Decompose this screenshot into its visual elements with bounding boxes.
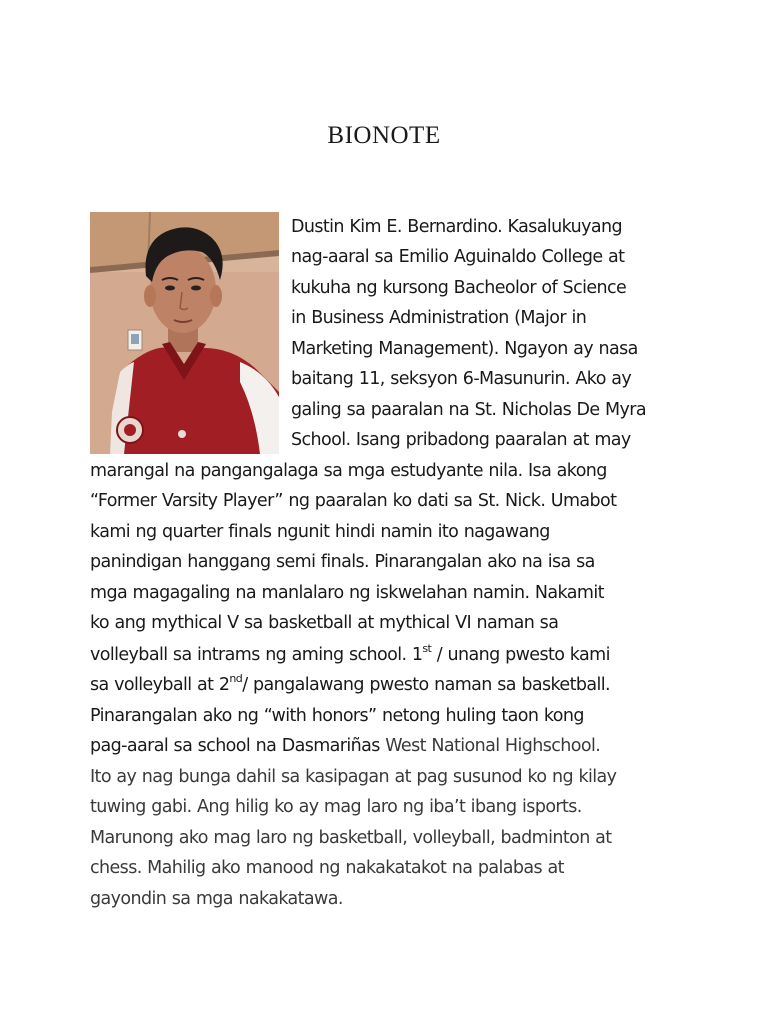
bio-line-20: tuwing gabi. Ang hilig ko ay mag laro ng iba’t ibang isports.: [90, 797, 582, 817]
bio-line-10: “Former Varsity Player” ng paaralan ko dati sa St. Nick. Umabot: [90, 491, 617, 511]
bio-line-16-b: / pangalawang pwesto naman sa basketball.: [242, 675, 610, 695]
ordinal-suffix-nd: nd: [229, 672, 243, 686]
bio-line-19: Ito ay nag bunga dahil sa kasipagan at pag susunod ko ng kilay: [90, 767, 617, 787]
bio-line-15: [90, 643, 610, 667]
ordinal-suffix-st: st: [422, 642, 432, 656]
bio-line-9: marangal na pangangalaga sa mga estudyante nila. Isa akong: [90, 461, 607, 481]
bio-line-23: gayondin sa mga nakakatawa.: [90, 889, 343, 909]
bio-line-6: baitang 11, seksyon 6-Masunurin. Ako ay: [291, 369, 632, 389]
bio-line-1: Dustin Kim E. Bernardino. Kasalukuyang: [291, 217, 622, 237]
profile-photo: [90, 212, 279, 454]
bio-line-11: kami ng quarter finals ngunit hindi namin ito nagawang: [90, 522, 550, 542]
bio-line-22: chess. Mahilig ako manood ng nakakatakot na palabas at: [90, 858, 564, 878]
page-title: BIONOTE: [327, 122, 441, 149]
bio-line-18: [90, 734, 600, 758]
bio-line-16: [90, 673, 610, 697]
bio-line-16-a: sa volleyball at 2: [90, 675, 230, 695]
bio-line-17: Pinarangalan ako ng “with honors” netong huling taon kong: [90, 706, 584, 726]
bio-line-14: ko ang mythical V sa basketball at mythical VI naman sa: [90, 613, 559, 633]
bio-line-8: School. Isang pribadong paaralan at may: [291, 430, 631, 450]
bio-line-2: nag-aaral sa Emilio Aguinaldo College at: [291, 247, 625, 267]
bio-line-15-a: volleyball sa intrams ng aming school. 1: [90, 645, 423, 665]
bio-line-21: Marunong ako mag laro ng basketball, volleyball, badminton at: [90, 828, 612, 848]
bio-line-3: kukuha ng kursong Bacheolor of Science: [291, 278, 627, 298]
bio-line-13: mga magagaling na manlalaro ng iskwelahan namin. Nakamit: [90, 583, 604, 603]
bio-line-18-a: pag-aaral sa school na Dasmariñas: [90, 736, 386, 756]
bio-line-15-b: / unang pwesto kami: [431, 645, 610, 665]
bio-line-7: galing sa paaralan na St. Nicholas De Myra: [291, 400, 647, 420]
bio-line-18-b: West National Highschool.: [385, 736, 601, 756]
bio-line-12: panindigan hanggang semi finals. Pinarangalan ako na isa sa: [90, 552, 595, 572]
bio-line-5: Marketing Management). Ngayon ay nasa: [291, 339, 638, 359]
bio-line-4: in Business Administration (Major in: [291, 308, 587, 328]
